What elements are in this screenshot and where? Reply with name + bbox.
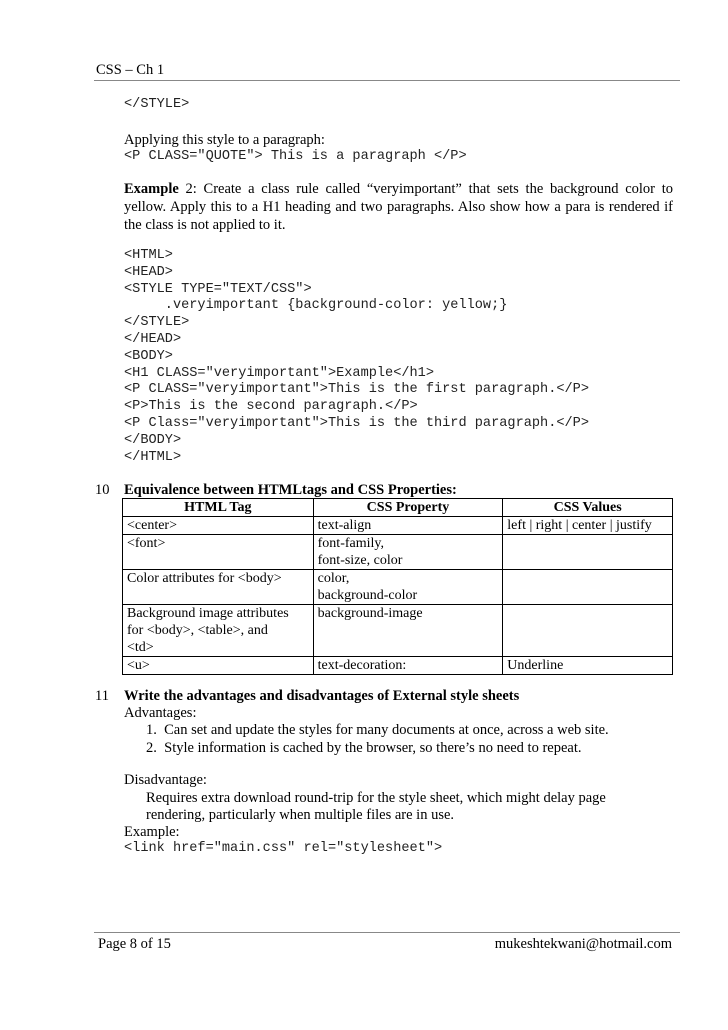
disadvantage-text-line2: rendering, particularly when multiple files are in use. [146, 807, 455, 823]
table-row [123, 517, 673, 535]
code-line: <HTML> [124, 248, 173, 263]
section10-number: 10 [95, 482, 110, 498]
code-line: <P CLASS="veryimportant">This is the first paragraph.</P> [124, 382, 589, 398]
section10-heading: Equivalence between HTMLtags and CSS Properties: [124, 482, 457, 498]
cell-css-property: text-decoration: [313, 657, 503, 675]
code-line: <P Class="veryimportant">This is the third paragraph.</P> [124, 416, 589, 431]
code-line: </HTML> [124, 449, 182, 465]
page-header-title: CSS – Ch 1 [96, 62, 165, 78]
example2-text: 2: Create a class rule called “veryimportant” that sets the background color to yellow. Apply this to a H1 heading and two paragraphs. Also show how a para is rendered if the class is not applied to it. [124, 181, 673, 233]
column-header-html-tag: HTML Tag [123, 499, 314, 517]
code-line: <P>This is the second paragraph.</P> [124, 399, 418, 415]
advantages-label: Advantages: [124, 705, 197, 721]
code-line: <STYLE TYPE="TEXT/CSS"> [124, 281, 312, 297]
example2-label: Example [124, 181, 179, 197]
code-line: <HEAD> [124, 264, 173, 280]
cell-css-values [503, 570, 673, 605]
code-line: <BODY> [124, 348, 173, 364]
code-line: .veryimportant {background-color: yellow;} [124, 298, 508, 314]
disadvantage-label: Disadvantage: [124, 772, 207, 788]
section11-number: 11 [95, 688, 109, 704]
cell-html-tag: <font> [123, 535, 314, 570]
example-link-code: <link href="main.css" rel="stylesheet"> [124, 841, 443, 856]
cell-css-values: Underline [503, 657, 673, 675]
cell-css-property: color, background-color [313, 570, 503, 605]
cell-html-tag: <center> [123, 517, 314, 535]
footer-divider [94, 932, 680, 933]
applying-text: Applying this style to a paragraph: [124, 132, 325, 148]
code-line: </STYLE> [124, 315, 190, 331]
column-header-css-values: CSS Values [503, 499, 673, 517]
cell-html-tag: <u> [123, 657, 314, 675]
cell-css-property: background-image [313, 605, 503, 657]
column-header-css-property: CSS Property [313, 499, 503, 517]
cell-css-values [503, 605, 673, 657]
table-row [123, 657, 673, 675]
disadvantage-text-line1: Requires extra download round-trip for the style sheet, which might delay page [146, 790, 606, 806]
code-line: </BODY> [124, 432, 182, 448]
table-row [123, 570, 673, 605]
applying-code: <P CLASS="QUOTE"> This is a paragraph </P> [124, 149, 467, 164]
advantage-item-1: 1. Can set and update the styles for many documents at once, across a web site. [146, 722, 609, 738]
footer-email: mukeshtekwani@hotmail.com [494, 936, 672, 952]
code-close-style: </STYLE> [124, 97, 190, 112]
example2-paragraph [124, 180, 673, 234]
table-row [123, 535, 673, 570]
cell-css-property: text-align [313, 517, 503, 535]
section11-heading: Write the advantages and disadvantages of External style sheets [124, 688, 520, 704]
advantage-item-2: 2. Style information is cached by the browser, so there’s no need to repeat. [146, 740, 582, 756]
cell-html-tag: Color attributes for <body> [123, 570, 314, 605]
equivalence-table [122, 498, 673, 675]
cell-css-property: font-family, font-size, color [313, 535, 503, 570]
cell-html-tag: Background image attributes for <body>, <table>, and <td> [123, 605, 314, 657]
cell-css-values [503, 535, 673, 570]
footer-page-number: Page 8 of 15 [98, 936, 171, 952]
code-line: <H1 CLASS="veryimportant">Example</h1> [124, 365, 434, 381]
example-label: Example: [124, 824, 180, 840]
header-divider [94, 80, 680, 81]
table-header-row [123, 499, 673, 517]
code-line: </HEAD> [124, 332, 182, 347]
cell-css-values: left | right | center | justify [503, 517, 673, 535]
table-row [123, 605, 673, 657]
